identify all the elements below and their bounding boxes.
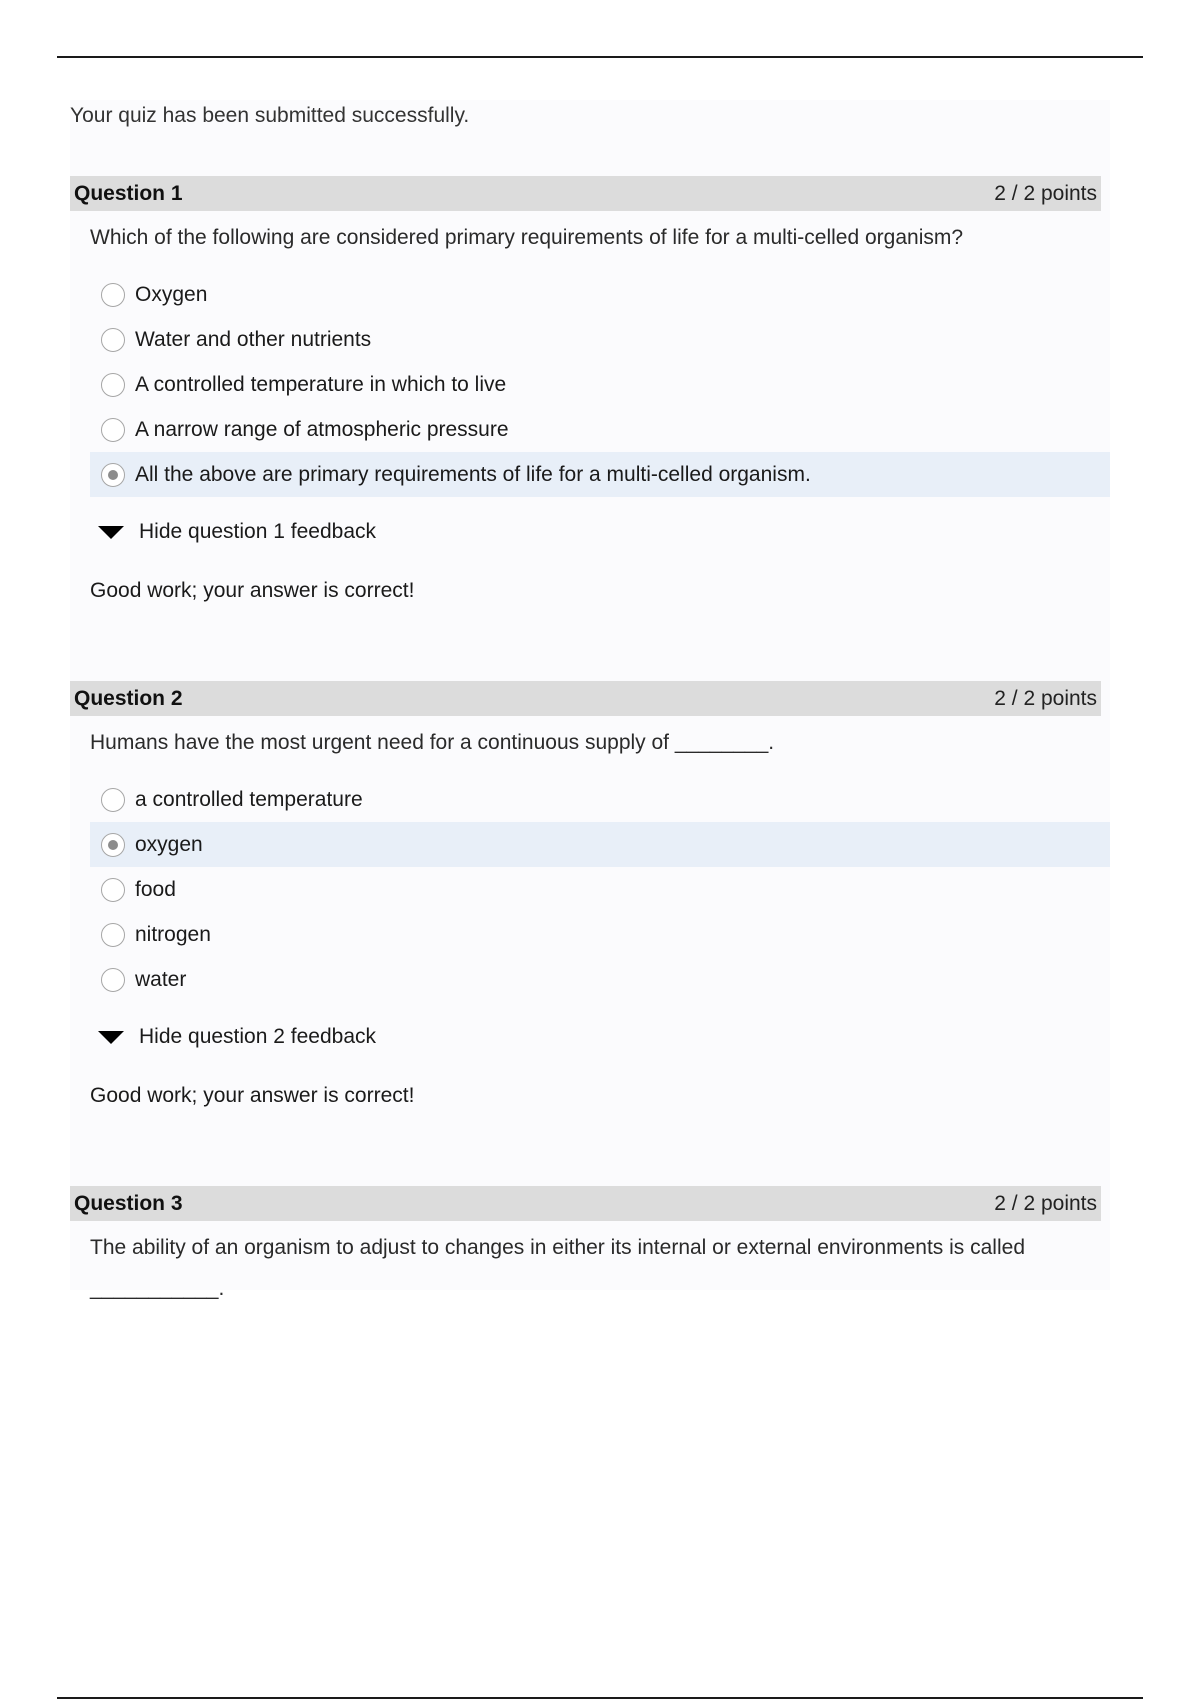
question-2 xyxy=(70,681,1110,1108)
question-3 xyxy=(70,1186,1110,1309)
caret-down-icon xyxy=(98,526,124,539)
feedback-message: Good work; your answer is correct! xyxy=(90,579,415,602)
option-label: nitrogen xyxy=(135,922,211,946)
option-label: All the above are primary requirements of life for a multi-celled organism. xyxy=(135,462,811,486)
radio-button-checked[interactable] xyxy=(101,833,125,857)
feedback-toggle-label: Hide question 2 feedback xyxy=(139,1025,376,1048)
answer-option[interactable] xyxy=(90,867,1110,912)
radio-button[interactable] xyxy=(101,418,125,442)
question-points: 2 / 2 points xyxy=(994,181,1097,205)
answer-option[interactable] xyxy=(90,272,1110,317)
option-label: water xyxy=(135,967,187,991)
question-points: 2 / 2 points xyxy=(994,1191,1097,1215)
question-title: Question 3 xyxy=(74,1191,183,1215)
question-title: Question 2 xyxy=(74,686,183,710)
feedback-toggle-label: Hide question 1 feedback xyxy=(139,520,376,543)
answer-option[interactable] xyxy=(90,912,1110,957)
question-points: 2 / 2 points xyxy=(994,686,1097,710)
answer-option-selected[interactable] xyxy=(90,452,1110,497)
question-header xyxy=(70,681,1101,716)
option-label: Oxygen xyxy=(135,282,208,306)
question-text: Which of the following are considered primary requirements of life for a multi-celled organism? xyxy=(90,226,964,249)
feedback-toggle[interactable] xyxy=(98,1022,1110,1052)
radio-button[interactable] xyxy=(101,788,125,812)
radio-button[interactable] xyxy=(101,878,125,902)
answer-option[interactable] xyxy=(90,362,1110,407)
question-text: Humans have the most urgent need for a continuous supply of ________. xyxy=(90,731,775,754)
answer-option[interactable] xyxy=(90,777,1110,822)
caret-down-icon xyxy=(98,1031,124,1044)
radio-button[interactable] xyxy=(101,968,125,992)
feedback-toggle[interactable] xyxy=(98,517,1110,547)
answer-option[interactable] xyxy=(90,407,1110,452)
option-label: oxygen xyxy=(135,832,203,856)
top-rule xyxy=(57,56,1143,58)
question-header xyxy=(70,176,1101,211)
radio-dot xyxy=(108,470,118,480)
option-label: A controlled temperature in which to live xyxy=(135,372,507,396)
answer-options xyxy=(70,272,1110,497)
option-label: A narrow range of atmospheric pressure xyxy=(135,417,509,441)
submission-status: Your quiz has been submitted successfully. xyxy=(70,104,470,127)
option-label: Water and other nutrients xyxy=(135,327,372,351)
radio-button[interactable] xyxy=(101,283,125,307)
radio-dot xyxy=(108,840,118,850)
radio-button[interactable] xyxy=(101,373,125,397)
option-label: a controlled temperature xyxy=(135,787,363,811)
question-text: The ability of an organism to adjust to changes in either its internal or external environments is called ___________. xyxy=(90,1236,1025,1300)
answer-option[interactable] xyxy=(90,317,1110,362)
question-header xyxy=(70,1186,1101,1221)
option-label: food xyxy=(135,877,176,901)
radio-button[interactable] xyxy=(101,328,125,352)
bottom-rule xyxy=(57,1697,1143,1699)
radio-button[interactable] xyxy=(101,923,125,947)
answer-option-selected[interactable] xyxy=(90,822,1110,867)
answer-option[interactable] xyxy=(90,957,1110,1002)
radio-button-checked[interactable] xyxy=(101,463,125,487)
question-1 xyxy=(70,176,1110,603)
answer-options xyxy=(70,777,1110,1002)
question-title: Question 1 xyxy=(74,181,183,205)
feedback-message: Good work; your answer is correct! xyxy=(90,1084,415,1107)
